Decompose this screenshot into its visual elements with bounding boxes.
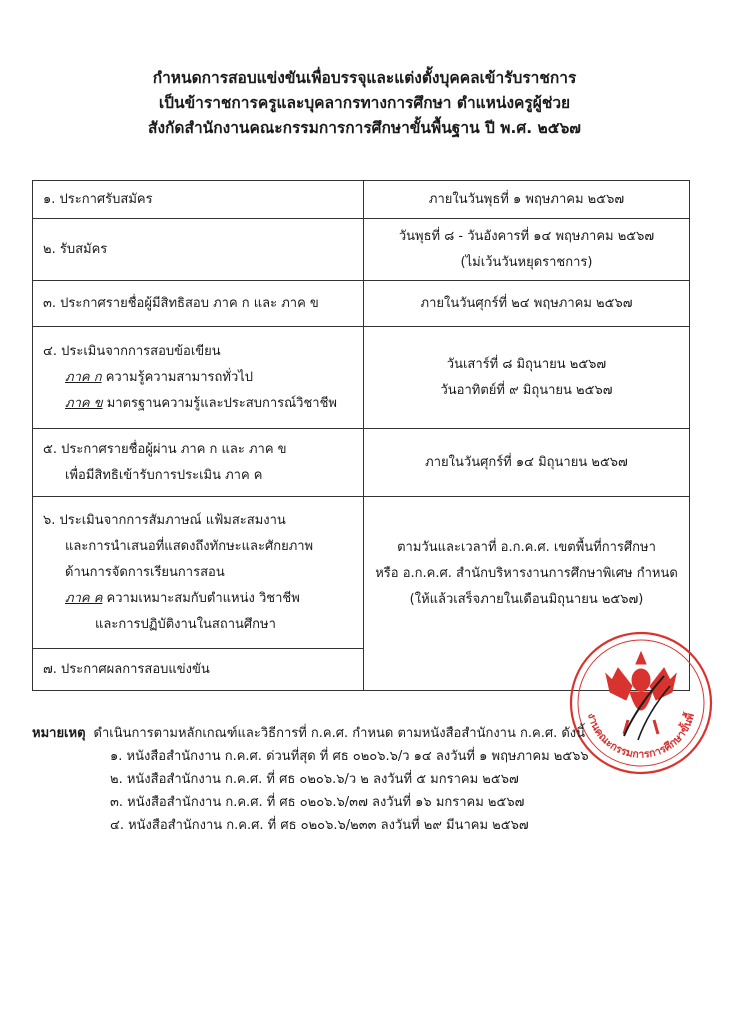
part-a-label: ภาค ก — [65, 369, 102, 385]
date-cell: ภายในวันศุกร์ที่ ๒๔ พฤษภาคม ๒๕๖๗ — [364, 281, 690, 327]
date-cell: ภายในวันพุธที่ ๑ พฤษภาคม ๒๕๖๗ — [364, 181, 690, 219]
title-line-3: สังกัดสำนักงานคณะกรรมการการศึกษาขั้นพื้นฐาน ปี พ.ศ. ๒๕๖๗ — [148, 119, 581, 137]
step-cell: ๔. ประเมินจากการสอบข้อเขียน ภาค ก ความรู้ความสามารถทั่วไป ภาค ข มาตรฐานความรู้และประสบการณ์วิชาชีพ — [33, 327, 364, 429]
list-item: ๓. หนังสือสำนักงาน ก.ค.ศ. ที่ ศธ ๐๒๐๖.๖/๓๗ ลงวันที่ ๑๖ มกราคม ๒๕๖๗ — [110, 795, 525, 810]
list-item: ๑. หนังสือสำนักงาน ก.ค.ศ. ด่วนที่สุด ที่ ศธ ๐๒๐๖.๖/ว ๑๔ ลงวันที่ ๑ พฤษภาคม ๒๕๖๖ — [110, 749, 589, 764]
remarks-section — [32, 722, 712, 837]
step-cell: ๑. ประกาศรับสมัคร — [33, 181, 364, 219]
list-item: ๒. หนังสือสำนักงาน ก.ค.ศ. ที่ ศธ ๐๒๐๖.๖/ว ๒ ลงวันที่ ๕ มกราคม ๒๕๖๗ — [110, 772, 519, 787]
title-line-1: กำหนดการสอบแข่งขันเพื่อบรรจุและแต่งตั้งบุคคลเข้ารับราชการ — [152, 69, 577, 87]
list-item: ๔. หนังสือสำนักงาน ก.ค.ศ. ที่ ศธ ๐๒๐๖.๖/๒๓๓ ลงวันที่ ๒๙ มีนาคม ๒๕๖๗ — [110, 818, 529, 833]
document-title — [0, 66, 729, 141]
step-cell: ๖. ประเมินจากการสัมภาษณ์ แฟ้มสะสมงาน และการนำเสนอที่แสดงถึงทักษะและศักยภาพ ด้านการจัดการเรียนการสอน ภาค ค ความเหมาะสมกับตำแหน่ง วิชาชีพ และการปฏิบัติงานในสถานศึกษา — [33, 497, 364, 649]
step-cell: ๗. ประกาศผลการสอบแข่งขัน — [33, 649, 364, 691]
table-row — [33, 181, 690, 219]
remarks-intro: ดำเนินการตามหลักเกณฑ์และวิธีการที่ ก.ค.ศ. กำหนด ตามหนังสือสำนักงาน ก.ค.ศ. ดังนี้ — [93, 726, 586, 741]
remarks-label: หมายเหตุ — [32, 726, 86, 741]
table-row — [33, 497, 690, 649]
part-b-label: ภาค ข — [65, 395, 103, 411]
table-row — [33, 429, 690, 497]
date-cell: ภายในวันศุกร์ที่ ๑๔ มิถุนายน ๒๕๖๗ — [364, 429, 690, 497]
date-cell: ตามวันและเวลาที่ อ.ก.ค.ศ. เขตพื้นที่การศึกษา หรือ อ.ก.ค.ศ. สำนักบริหารงานการศึกษาพิเศษ กำหนด (ให้แล้วเสร็จภายในเดือนมิถุนายน ๒๕๖๗) — [364, 497, 690, 691]
schedule-table — [32, 180, 690, 691]
title-line-2: เป็นข้าราชการครูและบุคลากรทางการศึกษา ตำแหน่งครูผู้ช่วย — [158, 94, 571, 112]
date-cell: วันพุธที่ ๘ - วันอังคารที่ ๑๔ พฤษภาคม ๒๕๖๗ (ไม่เว้นวันหยุดราชการ) — [364, 219, 690, 281]
step-cell: ๒. รับสมัคร — [33, 219, 364, 281]
svg-text:สำนักงานคณะกรรมการการศึกษาขั้น: งานคณะกรรมการการศึกษาขั้นพื้ — [585, 711, 697, 761]
table-row — [33, 327, 690, 429]
step-cell: ๓. ประกาศรายชื่อผู้มีสิทธิสอบ ภาค ก และ ภาค ข — [33, 281, 364, 327]
date-cell: วันเสาร์ที่ ๘ มิถุนายน ๒๕๖๗ วันอาทิตย์ที่ ๙ มิถุนายน ๒๕๖๗ — [364, 327, 690, 429]
table-row — [33, 219, 690, 281]
part-c-label: ภาค ค — [65, 590, 103, 606]
step-cell: ๕. ประกาศรายชื่อผู้ผ่าน ภาค ก และ ภาค ข เพื่อมีสิทธิเข้ารับการประเมิน ภาค ค — [33, 429, 364, 497]
table-row — [33, 281, 690, 327]
